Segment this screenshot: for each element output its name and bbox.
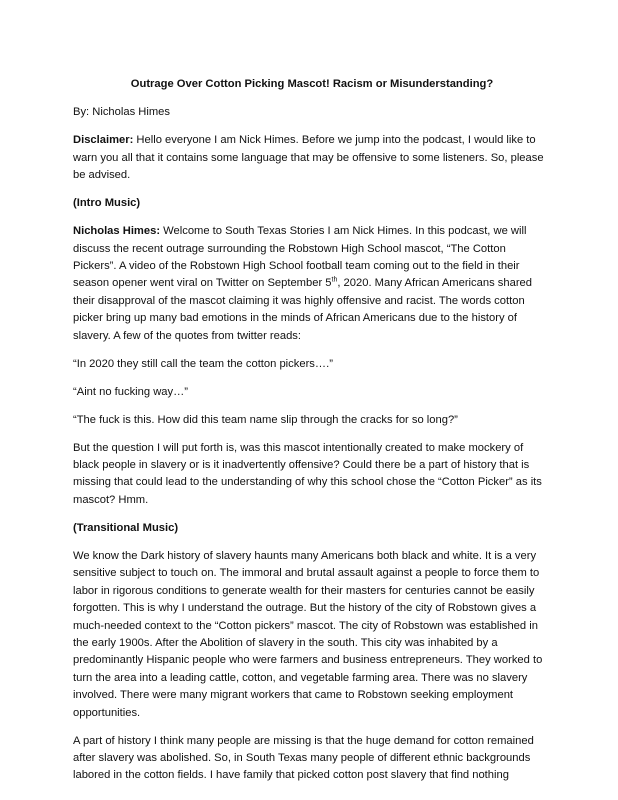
document-title: Outrage Over Cotton Picking Mascot! Racism or Misunderstanding? — [130, 78, 494, 90]
speaker-text-part1: Welcome to South Texas Stories I am Nick Himes. In this podcast, we will discuss the recent outrage surrounding the Robstown High School mascot, “The Cotton Pickers”. A video of the Robstown High School football team coming out to the field in their season opener went viral on Twitter on September 5 — [73, 225, 527, 290]
speaker-text-part2: , 2020. Many African Americans shared their disapproval of the mascot claiming it was highly offensive and racist. The words cotton picker bring up many bad emotions in the minds of African Americans due to the history of slavery. A few of the quotes from twitter reads: — [73, 277, 532, 342]
disclaimer-label: Disclaimer: — [73, 134, 134, 147]
quote-3: “The fuck is this. How did this team name slip through the cracks for so long?” — [73, 413, 458, 426]
quote-2: “Aint no fucking way…” — [73, 385, 189, 398]
question-paragraph: But the question I will put forth is, was this mascot intentionally created to make mockery of black people in slavery or is it inadvertently offensive? Could there be a part of history that is missing that could lead to the understanding of why this school chose the “Cotton Picker” as its mascot? Hmm. — [73, 441, 542, 506]
disclaimer-text: Hello everyone I am Nick Himes. Before we jump into the podcast, I would like to warn you all that it contains some language that may be offensive to some listeners. So, please be advised. — [73, 134, 544, 182]
final-paragraph: A part of history I think many people are missing is that the huge demand for cotton remained after slavery was abolished. So, in South Texas many people of different ethnic backgrounds labored in the cotton fields. I have family that picked cotton post slavery that find nothing — [73, 734, 534, 782]
intro-music-heading: (Intro Music) — [73, 197, 141, 210]
quote-1: “In 2020 they still call the team the cotton pickers….” — [73, 357, 333, 370]
history-paragraph: We know the Dark history of slavery haunts many Americans both black and white. It is a very sensitive subject to touch on. The immoral and brutal assault against a people to force them to labor in rigorous conditions to generate wealth for their masters for centuries cannot be easily forgotten. This is why I understand the outrage. But the history of the city of Robstown gives a much-needed context to the “Cotton pickers” mascot. The city of Robstown was established in the early 1900s. After the Abolition of slavery in the south. This city was inhabited by a predominantly Hispanic people who were farmers and business entrepreneurs. They worked to turn the area into a leading cattle, cotton, and vegetable farming area. There was no slavery involved. There were many migrant workers that came to Robstown seeking employment opportunities. — [73, 549, 543, 719]
speaker-paragraph — [73, 223, 551, 345]
date-superscript: th — [331, 276, 338, 284]
document-page — [73, 76, 551, 795]
byline: By: Nicholas Himes — [73, 106, 170, 119]
disclaimer-paragraph — [73, 132, 551, 184]
transitional-music-heading: (Transitional Music) — [73, 521, 179, 534]
speaker-name: Nicholas Himes: — [73, 225, 161, 238]
